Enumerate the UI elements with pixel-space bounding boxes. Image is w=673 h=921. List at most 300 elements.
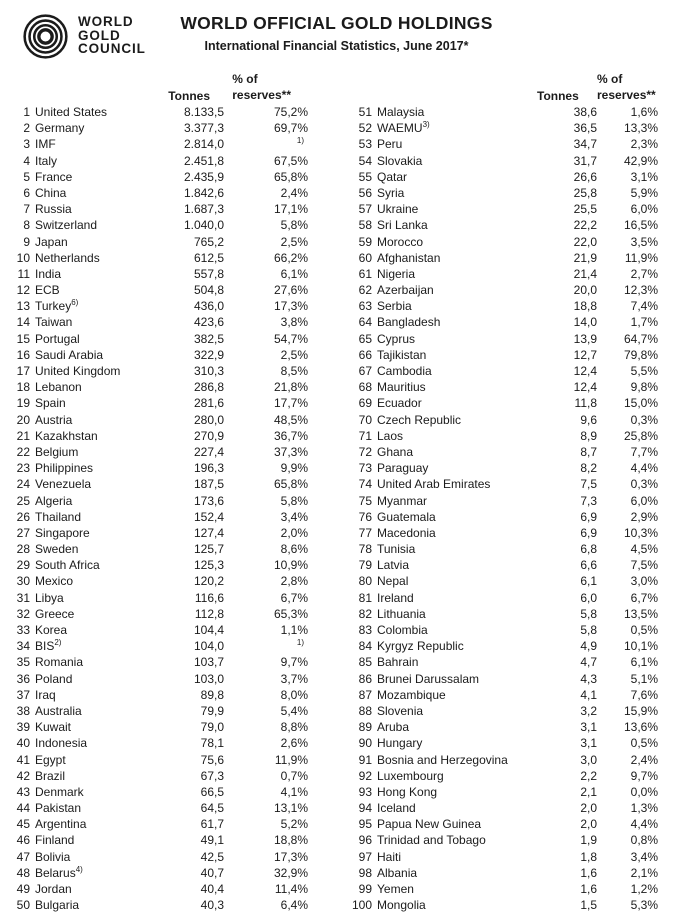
pct-reserves-cell: 1,7% [630,315,658,330]
pct-reserves-cell: 21,8% [273,380,308,395]
country-name-cell: Netherlands [35,250,100,265]
country-name-cell: Kuwait [35,720,72,735]
pct-reserves-cell: 2,4% [280,185,308,200]
table-rows-right [342,104,658,913]
rank-cell: 40 [16,736,30,751]
tonnes-cell: 104,0 [193,639,224,654]
pct-reserves-cell: 0,0% [630,784,658,799]
tonnes-cell: 5,8 [580,623,597,637]
country-name-cell: Myanmar [377,493,428,508]
table-row [0,897,308,913]
tonnes-cell: 3,1 [580,720,597,735]
pct-reserves-cell: 0,7% [280,768,308,783]
pct-footnote-marker: 1) [296,638,304,648]
country-name-cell: Ecuador [377,396,422,411]
pct-reserves-cell: 27,6% [273,283,308,298]
country-footnote-marker: 6) [71,298,79,308]
tonnes-cell: 2,2 [580,768,597,783]
rank-cell: 80 [358,574,372,589]
country-name-cell: Malaysia [377,105,425,119]
rank-cell: 18 [16,380,30,395]
pct-reserves-cell: 7,6% [630,687,658,702]
rank-cell: 8 [23,218,30,233]
table-row [342,493,658,509]
tonnes-cell: 2,0 [580,801,597,816]
tonnes-cell: 1,9 [580,833,597,848]
country-name-cell: Iceland [377,801,416,816]
table-row [0,314,308,330]
table-row [342,104,658,120]
table-row [0,234,308,250]
rank-cell: 28 [16,542,30,557]
country-name-cell: Serbia [377,299,412,314]
table-row [342,590,658,606]
rank-cell: 34 [16,639,30,654]
pct-reserves-cell: 9,8% [630,380,658,395]
rank-cell: 58 [358,218,372,233]
country-name-cell: Denmark [35,784,84,799]
page-subtitle: International Financial Statistics, June 2017* [204,39,469,53]
table-row [342,768,658,784]
rank-cell: 27 [16,525,30,540]
table-row [0,735,308,751]
rank-cell: 32 [16,606,30,621]
pct-reserves-cell: 10,3% [623,525,658,540]
table-row [342,201,658,217]
rank-cell: 20 [16,412,30,427]
rank-cell: 48 [16,865,30,880]
pct-reserves-cell: 1,6% [630,105,658,119]
country-name-cell: South Africa [35,558,100,573]
pct-reserves-cell: 0,5% [630,736,658,751]
tonnes-cell: 40,3 [200,898,224,913]
tonnes-cell: 89,8 [200,687,224,702]
table-row [0,832,308,848]
country-name-cell: Nepal [377,574,409,589]
rank-cell: 54 [358,153,372,168]
tonnes-cell: 1,8 [580,849,597,864]
tonnes-cell: 280,0 [193,412,224,427]
page-title: WORLD OFFICIAL GOLD HOLDINGS [180,13,493,33]
pct-reserves-cell: 18,8% [273,833,308,848]
tonnes-cell: 2,0 [580,817,597,832]
country-name-cell: Hungary [377,736,423,751]
table-row [0,428,308,444]
rank-cell: 74 [358,477,372,492]
pct-reserves-cell: 5,2% [280,817,308,832]
pct-reserves-cell: 4,5% [630,542,658,557]
pct-reserves-cell: 2,6% [280,736,308,751]
tonnes-cell: 4,3 [580,671,597,686]
rank-cell: 90 [358,736,372,751]
country-name-cell: BIS$^{2)}$ [35,638,62,654]
tonnes-cell: 9,6 [580,412,597,427]
pct-header-line2: reserves** [232,87,291,102]
pct-reserves-cell: 11,9% [274,752,308,767]
rank-cell: 5 [23,169,30,184]
pct-reserves-cell: 13,6% [623,720,658,735]
table-row [342,298,658,314]
country-name-cell: Slovakia [377,153,423,168]
country-name-cell: Yemen [377,882,414,896]
country-name-cell: Ghana [377,444,414,459]
rank-cell: 91 [358,752,372,767]
rank-cell: 12 [16,283,30,298]
tonnes-cell: 8,7 [580,444,597,459]
tonnes-cell: 6,1 [580,574,597,589]
country-name-cell: Kazakhstan [35,428,98,443]
pct-reserves-cell: 5,9% [630,185,658,200]
country-name-cell: Mauritius [377,380,426,395]
country-name-cell: Germany [35,121,85,136]
tonnes-cell: 7,3 [580,493,597,508]
table-row [342,282,658,298]
tonnes-cell: 152,4 [193,509,224,524]
pct-reserves-cell: 15,0% [623,396,658,411]
rank-cell: 65 [358,331,372,346]
country-name-cell: Colombia [377,623,428,637]
tonnes-cell: 4,7 [580,655,597,670]
table-row [342,136,658,152]
rank-cell: 11 [17,266,30,281]
rank-cell: 68 [358,380,372,395]
pct-reserves-cell: 25,8% [623,428,658,443]
table-row [0,687,308,703]
rank-cell: 22 [16,444,30,459]
rank-cell: 82 [358,606,372,621]
pct-reserves-cell: 69,7% [273,121,308,136]
tonnes-cell: 1,6 [580,882,597,896]
country-name-cell: Philippines [35,461,94,476]
table-row [0,816,308,832]
table-row [0,590,308,606]
country-name-cell: Laos [377,428,404,443]
table-row [0,347,308,363]
tonnes-cell: 557,8 [193,266,224,281]
tonnes-cell: 196,3 [193,461,224,476]
tonnes-cell: 112,8 [194,606,224,621]
rank-cell: 26 [16,509,30,524]
country-name-cell: Iraq [35,687,56,702]
rank-cell: 21 [16,428,30,443]
table-row [0,525,308,541]
pct-reserves-cell: 64,7% [623,331,658,346]
rank-cell: 13 [16,299,30,314]
tonnes-cell: 13,9 [573,331,597,346]
pct-reserves-cell: 0,8% [630,833,658,848]
tonnes-cell: 2,1 [580,784,597,799]
pct-reserves-cell: 65,3% [273,606,308,621]
country-name-cell: Guatemala [377,509,436,524]
country-name-cell: Mozambique [377,687,446,702]
tonnes-cell: 2.814,0 [183,137,224,152]
pct-reserves-cell [224,136,308,152]
rank-cell: 53 [358,137,372,152]
country-name-cell: Bangladesh [377,315,441,330]
rank-cell: 67 [358,364,372,378]
table-row [342,120,658,136]
table-row [342,638,658,654]
table-row [0,217,308,233]
pct-reserves-cell: 1,3% [630,801,658,816]
country-name-cell: France [35,169,73,184]
tonnes-cell: 103,7 [193,655,224,670]
table-row [342,314,658,330]
country-name-cell: Poland [35,671,73,686]
pct-reserves-cell: 1,1% [280,623,308,637]
tonnes-cell: 310,3 [193,364,224,378]
pct-reserves-cell: 5,3% [630,898,658,913]
pct-reserves-cell: 2,5% [280,234,308,249]
tonnes-cell: 6,9 [580,509,597,524]
tonnes-cell: 127,4 [193,525,224,540]
tonnes-cell: 40,7 [200,865,224,880]
country-name-cell: Lebanon [35,380,82,395]
tonnes-cell: 1.040,0 [183,218,224,233]
table-row [0,476,308,492]
table-row [0,703,308,719]
tonnes-cell: 22,2 [573,218,597,233]
country-name-cell: Singapore [35,525,90,540]
country-name-cell: Mongolia [377,898,426,913]
rank-cell: 46 [16,833,30,848]
pct-reserves-cell: 54,7% [273,331,308,346]
tonnes-cell: 227,4 [193,444,224,459]
tonnes-cell: 67,3 [200,768,224,783]
pct-reserves-cell: 17,3% [273,299,308,314]
rank-cell: 4 [23,153,30,168]
country-name-cell: Turkey$^{6)}$ [35,298,79,314]
table-row [342,476,658,492]
rank-cell: 2 [23,121,30,136]
country-name-cell: Nigeria [377,266,416,281]
rank-cell: 63 [358,299,372,314]
rank-cell: 35 [16,655,30,670]
tonnes-cell: 286,8 [193,380,224,395]
country-name-cell: Ireland [377,590,414,605]
table-row [0,752,308,768]
country-name-cell: Syria [377,185,405,200]
table-row [0,412,308,428]
pct-reserves-cell: 9,7% [280,655,308,670]
pct-reserves-cell: 6,7% [280,590,308,605]
rank-cell: 71 [358,428,372,443]
country-name-cell: Latvia [377,558,410,573]
tonnes-cell: 612,5 [193,250,224,265]
country-name-cell: Pakistan [35,801,82,816]
table-row [0,104,308,120]
rank-cell: 57 [358,202,372,217]
rank-cell: 37 [16,687,30,702]
tonnes-cell: 765,2 [193,234,224,249]
table-row [342,525,658,541]
table-row [0,120,308,136]
pct-reserves-cell: 75,2% [273,105,308,119]
tonnes-cell: 125,7 [193,542,224,557]
country-name-cell: Korea [35,623,68,637]
pct-reserves-cell: 5,5% [630,364,658,378]
wgc-logo [22,13,146,60]
tonnes-column-header: Tonnes [168,89,210,103]
rank-cell: 69 [358,396,372,411]
table-row [0,282,308,298]
rank-cell: 96 [358,833,372,848]
pct-reserves-cell: 1,2% [630,882,658,896]
rank-cell: 98 [358,865,372,880]
table-row [0,153,308,169]
tonnes-cell: 281,6 [193,396,224,411]
country-name-cell: Brunei Darussalam [377,671,480,686]
table-row [0,719,308,735]
pct-reserves-cell: 2,7% [630,266,658,281]
pct-reserves-cell: 65,8% [273,169,308,184]
table-row [342,185,658,201]
pct-reserves-cell: 10,1% [623,639,658,654]
tonnes-cell: 187,5 [193,477,224,492]
tonnes-cell: 2.435,9 [183,169,224,184]
pct-reserves-cell: 5,8% [280,218,308,233]
rank-cell: 88 [358,703,372,718]
table-row [0,622,308,638]
table-row [342,703,658,719]
pct-reserves-cell: 0,5% [630,623,658,637]
pct-reserves-cell: 8,0% [280,687,308,702]
pct-reserves-cell: 6,1% [280,266,308,281]
rank-cell: 77 [358,525,372,540]
rank-cell: 19 [16,396,30,411]
country-name-cell: Thailand [35,509,82,524]
rank-cell: 45 [16,817,30,832]
country-name-cell: Papua New Guinea [377,817,482,832]
tonnes-cell: 1,6 [580,865,597,880]
table-row [342,444,658,460]
tonnes-cell: 36,5 [573,121,597,136]
pct-reserves-cell: 0,3% [630,412,658,427]
country-name-cell: United States [35,105,108,119]
table-row [0,671,308,687]
rank-cell: 6 [23,185,30,200]
tonnes-cell: 436,0 [193,299,224,314]
country-name-cell: United Kingdom [35,364,121,378]
rank-cell: 9 [23,234,30,249]
table-row [0,266,308,282]
pct-reserves-cell: 5,4% [280,703,308,718]
pct-reserves-cell: 8,5% [280,364,308,378]
rank-cell: 30 [16,574,30,589]
pct-footnote-marker: 1) [296,136,304,146]
rank-cell: 38 [16,703,30,718]
rank-cell: 61 [358,266,372,281]
country-name-cell: Hong Kong [377,784,438,799]
pct-reserves-cell: 3,7% [280,671,308,686]
table-row [342,395,658,411]
table-row [342,541,658,557]
country-name-cell: Jordan [35,882,72,896]
country-name-cell: Romania [35,655,84,670]
table-header [342,66,658,104]
table-row [0,379,308,395]
table-row [342,719,658,735]
rank-cell: 52 [358,121,372,136]
country-name-cell: Saudi Arabia [35,347,104,362]
country-name-cell: Indonesia [35,736,88,751]
tonnes-cell: 103,0 [193,671,224,686]
rank-cell: 85 [358,655,372,670]
tonnes-cell: 12,4 [573,380,597,395]
country-name-cell: Belgium [35,444,79,459]
tonnes-cell: 4,9 [580,639,597,654]
table-row [0,460,308,476]
pct-reserves-cell: 12,3% [623,283,658,298]
tonnes-cell: 4,1 [580,687,597,702]
tonnes-cell: 2.451,8 [183,153,224,168]
pct-reserves-cell: 42,9% [623,153,658,168]
table-row [342,169,658,185]
pct-reserves-cell: 2,1% [630,865,658,880]
pct-reserves-cell: 4,4% [630,461,658,476]
country-name-cell: Luxembourg [377,768,444,783]
tonnes-cell: 64,5 [200,801,224,816]
tonnes-cell: 6,9 [580,525,597,540]
tonnes-cell: 8,2 [580,461,597,476]
tonnes-cell: 12,4 [573,364,597,378]
wgc-logo-text [78,15,146,56]
pct-reserves-cell: 7,4% [630,299,658,314]
table-row [0,881,308,897]
rank-cell: 97 [358,849,372,864]
rank-cell: 10 [16,250,30,265]
rank-cell: 24 [16,477,30,492]
table-row [342,784,658,800]
country-name-cell: Australia [35,703,82,718]
pct-reserves-column-header [224,72,308,103]
pct-reserves-cell: 17,7% [273,396,308,411]
country-name-cell: Haiti [377,849,402,864]
rank-cell: 89 [358,720,372,735]
rank-cell: 93 [358,784,372,799]
tonnes-cell: 116,6 [194,590,224,605]
tonnes-cell: 423,6 [193,315,224,330]
table-row [0,557,308,573]
rank-cell: 81 [358,590,372,605]
rank-cell: 44 [16,801,30,816]
rank-cell: 92 [358,768,372,783]
country-name-cell: Kyrgyz Republic [377,639,464,654]
pct-reserves-cell: 2,8% [280,574,308,589]
table-row [342,687,658,703]
country-name-cell: Argentina [35,817,87,832]
country-name-cell: Egypt [35,752,66,767]
tonnes-cell: 21,4 [573,266,597,281]
country-name-cell: Italy [35,153,58,168]
country-name-cell: Cyprus [377,331,416,346]
table-row [342,897,658,913]
country-name-cell: ECB [35,283,60,298]
tonnes-cell: 3.377,3 [183,121,224,136]
table-row [0,363,308,379]
tonnes-cell: 270,9 [193,428,224,443]
country-footnote-marker: 3) [422,120,430,130]
table-row [342,800,658,816]
country-name-cell: China [35,185,67,200]
table-row [342,865,658,881]
table-row [342,573,658,589]
country-name-cell: Afghanistan [377,250,441,265]
country-name-cell: Aruba [377,720,410,735]
table-row [342,217,658,233]
country-name-cell: Albania [377,865,418,880]
pct-reserves-cell: 3,8% [280,315,308,330]
